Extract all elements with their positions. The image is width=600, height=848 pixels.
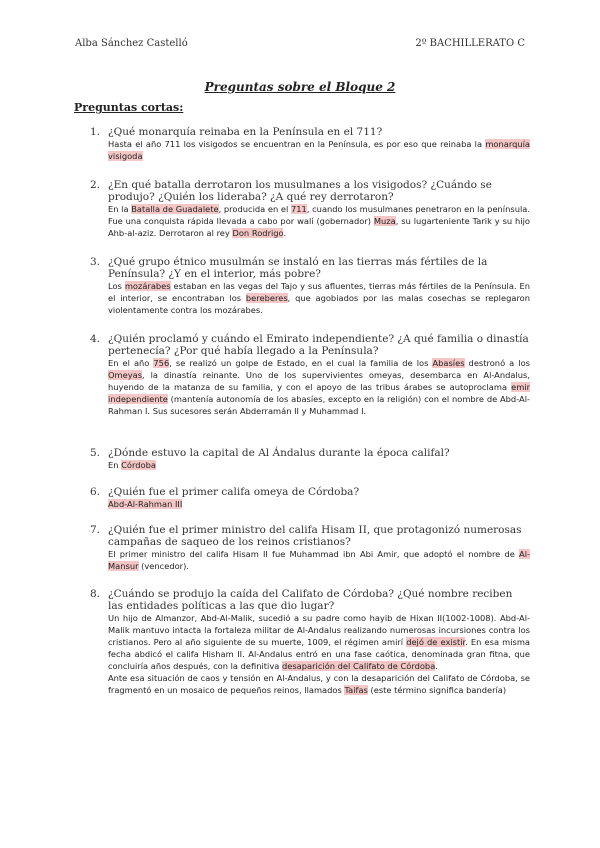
question-item xyxy=(92,256,530,316)
document-title: Preguntas sobre el Bloque 2 xyxy=(204,80,396,94)
answer-text-continued xyxy=(108,672,530,696)
answer-fragment: estaban en las vegas del Tajo y sus afluentes, tierras más fértiles de la Península. En el interior, se encontraban los xyxy=(108,281,530,303)
question-item xyxy=(92,447,530,471)
answer-fragment: (vencedor). xyxy=(138,561,189,571)
question-number: 7. xyxy=(90,524,101,536)
question-text: ¿Qué monarquía reinaba en la Península en el 711? xyxy=(108,126,383,138)
highlighted-answer-fragment: Batalla de Guadalete xyxy=(131,204,219,214)
answer-fragment: . En esa misma fecha abdicó el califa Hisham II. Al-Andalus entró en una fase caótica, denominada gran fitna, que concluiría años después, con la definitiva xyxy=(108,637,530,671)
answer-text xyxy=(108,280,530,316)
answer-text xyxy=(108,357,530,417)
question-text: ¿Qué grupo étnico musulmán se instaló en las tierras más fértiles de la Península? ¿Y en el interior, más pobre? xyxy=(108,256,488,280)
answer-text xyxy=(108,459,530,471)
question-number: 8. xyxy=(90,588,101,600)
answer-fragment: En la xyxy=(108,204,132,214)
question-item xyxy=(92,486,530,510)
highlighted-answer-fragment: Don Rodrigo xyxy=(232,228,284,238)
question-item xyxy=(92,588,530,696)
answer-fragment: Un hijo de Almanzor, Abd-Al-Malik, sucedió a su padre como hayib de Hixan II(1002-1008). Abd-Al-Malik mantuvo intacta la fortaleza militar de Al-Andalus realizando numerosas incursiones contra los cristianos. Pero al año siguiente de su muerte, 1009, el régimen amirí xyxy=(108,613,530,647)
answer-fragment: En xyxy=(108,460,122,470)
highlighted-answer-fragment: Abasíes xyxy=(432,358,465,368)
answer-fragment: , cuando los musulmanes penetraron en la península. Fue una conquista rápida llevada a cabo por walí (gobernador) xyxy=(108,204,530,226)
question-number: 3. xyxy=(90,256,101,268)
section-heading: Preguntas cortas: xyxy=(74,101,184,114)
highlighted-answer-fragment: mozárabes xyxy=(124,281,171,291)
question-text: ¿Quién fue el primer califa omeya de Córdoba? xyxy=(108,486,360,498)
highlighted-answer-fragment: Muza xyxy=(373,216,396,226)
course-label: 2º BACHILLERATO C xyxy=(415,38,525,49)
answer-fragment: destronó a los xyxy=(464,358,530,368)
author-name: Alba Sánchez Castelló xyxy=(75,38,188,49)
question-item xyxy=(92,179,530,239)
answer-fragment: , se realizó un golpe de Estado, en el cual la familia de los xyxy=(169,358,433,368)
answer-text xyxy=(108,612,530,672)
answer-fragment: , la dinastía reinante. Uno de los supervivientes omeyas, desembarca en Al-Andalus, huyendo de la matanza de su familia, y con el apoyo de las tribus árabes se autoproclama xyxy=(108,370,530,392)
question-number: 6. xyxy=(90,486,101,498)
question-number: 2. xyxy=(90,179,101,191)
question-item xyxy=(92,524,530,572)
highlighted-answer-fragment: 711 xyxy=(290,204,307,214)
highlighted-answer-fragment: dejó de existir xyxy=(406,637,466,647)
answer-fragment: Hasta el año 711 los visigodos se encuentran en la Península, es por eso que reinaba la xyxy=(108,139,486,149)
highlighted-answer-fragment: monarquía visigoda xyxy=(108,139,530,161)
answer-fragment: En el año xyxy=(108,358,154,368)
highlighted-answer-fragment: Abd-Al-Rahman III xyxy=(108,499,183,509)
answer-fragment: Ante esa situación de caos y tensión en Al-Andalus, y con la desaparición del Califato de Córdoba, se fragmentó en un mosaico de pequeños reinos, llamados xyxy=(108,673,530,695)
question-item xyxy=(92,126,530,162)
answer-text xyxy=(108,203,530,239)
answer-fragment: , su lugarteniente Tarik y su hijo Ahb-al-aziz. Derrotaron al rey xyxy=(108,216,530,238)
answer-fragment: . xyxy=(435,661,438,671)
question-item xyxy=(92,333,530,417)
answer-fragment: , que agobiados por las malas cosechas se replegaron violentamente contra los mozárabes. xyxy=(108,293,531,315)
answer-text xyxy=(108,498,530,510)
answer-fragment: El primer ministro del califa Hisam II fue Muhammad ibn Abi Amir, que adoptó el nombre de xyxy=(108,549,520,559)
question-number: 4. xyxy=(90,333,101,345)
question-text: ¿Quién fue el primer ministro del califa Hisam II, que protagonizó numerosas campañas de saqueo de los reinos cristianos? xyxy=(108,524,522,548)
question-number: 1. xyxy=(90,126,101,138)
highlighted-answer-fragment: Córdoba xyxy=(121,460,156,470)
highlighted-answer-fragment: 756 xyxy=(153,358,170,368)
answer-fragment: (mantenía autonomía de los abasíes, excepto en la religión) con el nombre de Abd-Al-Rahman I. Sus sucesores serán Abderramán II y Muhammad I. xyxy=(108,394,530,416)
answer-text xyxy=(108,548,530,572)
question-text: ¿Cuándo se produjo la caída del Califato de Córdoba? ¿Qué nombre reciben las entidades políticas a las que dio lugar? xyxy=(108,588,513,612)
question-text: ¿En qué batalla derrotaron los musulmanes a los visigodos? ¿Cuándo se produjo? ¿Quién los lideraba? ¿A qué rey derrotaron? xyxy=(108,179,492,203)
answer-fragment: (este término significa bandería) xyxy=(367,685,507,695)
highlighted-answer-fragment: Omeyas xyxy=(108,370,143,380)
highlighted-answer-fragment: Taifas xyxy=(344,685,368,695)
question-number: 5. xyxy=(90,447,101,459)
answer-fragment: , producida en el xyxy=(218,204,291,214)
highlighted-answer-fragment: Al-Mansur xyxy=(108,549,530,571)
answer-text xyxy=(108,138,530,162)
question-text: ¿Quién proclamó y cuándo el Emirato independiente? ¿A qué familia o dinastía pertenecía? ¿Por qué había llegado a la Península? xyxy=(108,333,529,357)
highlighted-answer-fragment: bereberes xyxy=(245,293,288,303)
highlighted-answer-fragment: emir independiente xyxy=(108,382,530,404)
question-text: ¿Dónde estuvo la capital de Al Ándalus durante la época califal? xyxy=(108,447,450,459)
answer-fragment: Los xyxy=(108,281,125,291)
answer-fragment: . xyxy=(283,228,287,238)
highlighted-answer-fragment: desaparición del Califato de Córdoba xyxy=(281,661,436,671)
